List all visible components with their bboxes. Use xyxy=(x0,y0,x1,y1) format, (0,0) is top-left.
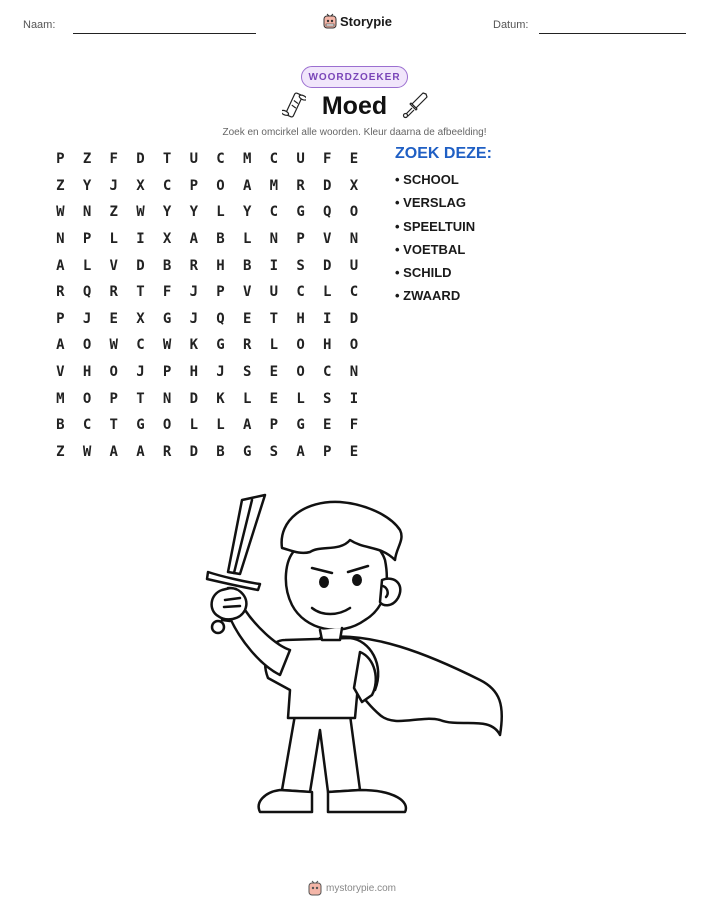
grid-letter[interactable]: A xyxy=(189,231,198,248)
grid-letter[interactable]: M xyxy=(269,177,279,194)
grid-letter[interactable]: X xyxy=(136,310,145,327)
grid-letter[interactable]: D xyxy=(323,257,332,274)
grid-letter[interactable]: G xyxy=(162,310,172,327)
grid-row xyxy=(47,279,367,306)
grid-letter[interactable]: O xyxy=(216,177,225,194)
grid-letter[interactable]: D xyxy=(323,177,332,194)
grid-letter[interactable]: B xyxy=(216,443,225,460)
grid-letter[interactable]: V xyxy=(109,257,118,274)
grid-letter[interactable]: X xyxy=(349,177,359,194)
grid-letter[interactable]: P xyxy=(162,364,172,381)
word-list-item: • ZWAARD xyxy=(395,288,461,304)
word-list-item: • SPEELTUIN xyxy=(395,218,476,234)
grid-letter[interactable]: D xyxy=(189,390,198,407)
grid-letter[interactable]: E xyxy=(349,151,359,168)
grid-letter[interactable]: G xyxy=(296,204,305,221)
grid-letter[interactable]: D xyxy=(136,151,145,168)
grid-letter[interactable]: J xyxy=(109,177,118,194)
grid-letter[interactable]: N xyxy=(56,231,65,248)
grid-letter[interactable]: S xyxy=(269,443,279,460)
instructions: Zoek en omcirkel alle woorden. Kleur daarna de afbeelding! xyxy=(222,127,487,138)
grid-row xyxy=(47,252,367,279)
word-list-item: • SCHOOL xyxy=(395,172,459,187)
grid-letter[interactable]: C xyxy=(82,417,92,434)
grid-letter[interactable]: Q xyxy=(82,284,92,301)
activity-badge: WOORDZOEKER xyxy=(301,66,408,88)
grid-letter[interactable]: I xyxy=(349,390,359,407)
grid-letter[interactable]: R xyxy=(242,337,252,354)
grid-letter[interactable]: C xyxy=(296,284,305,301)
grid-letter[interactable]: O xyxy=(162,417,172,434)
grid-letter[interactable]: P xyxy=(323,443,332,460)
grid-letter[interactable]: T xyxy=(109,417,118,434)
grid-letter[interactable]: N xyxy=(162,390,172,407)
grid-letter[interactable]: W xyxy=(136,204,145,221)
grid-letter[interactable]: L xyxy=(323,284,332,301)
grid-letter[interactable]: A xyxy=(56,257,65,274)
word-list-heading: ZOEK DEZE: xyxy=(395,145,492,162)
grid-letter[interactable]: A xyxy=(56,337,65,354)
grid-letter[interactable]: C xyxy=(136,337,145,354)
grid-letter[interactable]: V xyxy=(323,231,332,248)
grid-letter[interactable]: C xyxy=(323,364,332,381)
footer-url[interactable]: mystorypie.com xyxy=(326,882,397,894)
grid-letter[interactable]: D xyxy=(189,443,198,460)
grid-letter[interactable]: U xyxy=(296,151,305,168)
grid-letter[interactable]: Y xyxy=(242,204,252,221)
brand-logo xyxy=(323,13,392,29)
boy-with-sword-illustration xyxy=(200,490,510,820)
grid-letter[interactable]: O xyxy=(109,364,118,381)
grid-letter[interactable]: L xyxy=(242,231,252,248)
grid-letter[interactable]: A xyxy=(296,443,305,460)
grid-letter[interactable]: O xyxy=(296,364,305,381)
grid-letter[interactable]: P xyxy=(82,231,92,248)
grid-letter[interactable]: F xyxy=(323,151,332,168)
grid-letter[interactable]: Y xyxy=(82,177,92,194)
grid-letter[interactable]: D xyxy=(136,257,145,274)
grid-letter[interactable]: E xyxy=(269,364,279,381)
grid-letter[interactable]: L xyxy=(109,231,118,248)
grid-letter[interactable]: J xyxy=(189,310,198,327)
grid-letter[interactable]: W xyxy=(56,204,65,221)
grid-letter[interactable]: A xyxy=(242,417,252,434)
grid-letter[interactable]: V xyxy=(56,364,65,381)
grid-letter[interactable]: I xyxy=(269,257,279,274)
grid-letter[interactable]: G xyxy=(216,337,225,354)
word-search-grid xyxy=(47,146,367,465)
grid-letter[interactable]: N xyxy=(349,231,359,248)
grid-row xyxy=(47,199,367,226)
grid-row xyxy=(47,439,367,466)
page-title: Moed xyxy=(321,92,388,120)
grid-letter[interactable]: E xyxy=(109,310,118,327)
grid-letter[interactable]: K xyxy=(216,390,225,407)
grid-letter[interactable]: C xyxy=(162,177,172,194)
grid-letter[interactable]: R xyxy=(296,177,305,194)
grid-letter[interactable]: T xyxy=(136,284,145,301)
brand-name: Storypie xyxy=(340,13,393,29)
grid-letter[interactable]: O xyxy=(349,337,359,354)
grid-letter[interactable]: H xyxy=(82,364,92,381)
date-label: Datum: xyxy=(493,19,529,31)
grid-letter[interactable]: L xyxy=(296,390,305,407)
grid-letter[interactable]: X xyxy=(162,231,172,248)
grid-letter[interactable]: B xyxy=(56,417,65,434)
grid-row xyxy=(47,146,367,173)
grid-letter[interactable]: O xyxy=(296,337,305,354)
grid-letter[interactable]: E xyxy=(349,443,359,460)
word-list-item: • VOETBAL xyxy=(395,241,466,257)
grid-letter[interactable]: K xyxy=(189,337,198,354)
grid-letter[interactable]: H xyxy=(296,310,305,327)
grid-letter[interactable]: J xyxy=(136,364,145,381)
grid-row xyxy=(47,226,367,253)
word-list xyxy=(395,171,475,311)
grid-row xyxy=(47,359,367,386)
storypie-logo-icon xyxy=(323,13,337,29)
grid-letter[interactable]: H xyxy=(216,257,225,274)
grid-letter[interactable]: U xyxy=(189,151,198,168)
grid-letter[interactable]: M xyxy=(56,390,65,407)
storypie-logo-icon xyxy=(308,880,322,896)
grid-letter[interactable]: L xyxy=(82,257,92,274)
grid-row xyxy=(47,412,367,439)
grid-letter[interactable]: T xyxy=(162,151,172,168)
grid-letter[interactable]: B xyxy=(216,231,225,248)
grid-letter[interactable]: T xyxy=(269,310,279,327)
grid-row xyxy=(47,173,367,200)
grid-letter[interactable]: F xyxy=(349,417,359,434)
grid-letter[interactable]: L xyxy=(216,417,225,434)
grid-letter[interactable]: R xyxy=(56,284,65,301)
grid-letter[interactable]: F xyxy=(109,151,118,168)
grid-letter[interactable]: O xyxy=(82,337,92,354)
grid-letter[interactable]: B xyxy=(162,257,172,274)
grid-letter[interactable]: E xyxy=(323,417,332,434)
grid-letter[interactable]: Z xyxy=(56,177,65,194)
grid-letter[interactable]: Q xyxy=(323,204,332,221)
grid-letter[interactable]: J xyxy=(82,310,92,327)
grid-letter[interactable]: R xyxy=(109,284,118,301)
name-field xyxy=(23,19,55,31)
grid-letter[interactable]: P xyxy=(269,417,279,434)
word-list-item: • VERSLAG xyxy=(395,195,467,211)
grid-letter[interactable]: A xyxy=(136,443,145,460)
grid-letter[interactable]: N xyxy=(269,231,279,248)
grid-letter[interactable]: R xyxy=(189,257,198,274)
grid-letter[interactable]: L xyxy=(189,417,198,434)
date-line xyxy=(539,33,686,34)
word-list-item: • SCHILD xyxy=(395,265,452,281)
grid-letter[interactable]: P xyxy=(56,310,65,327)
grid-letter[interactable]: R xyxy=(162,443,172,460)
grid-letter[interactable]: G xyxy=(136,417,145,434)
grid-letter[interactable]: X xyxy=(136,177,145,194)
name-line xyxy=(73,33,256,34)
grid-letter[interactable]: Q xyxy=(216,310,225,327)
grid-letter[interactable]: P xyxy=(56,151,65,168)
grid-letter[interactable]: Z xyxy=(109,204,118,221)
grid-letter[interactable]: C xyxy=(216,151,225,168)
grid-letter[interactable]: N xyxy=(82,204,92,221)
grid-letter[interactable]: W xyxy=(162,337,172,354)
grid-letter[interactable]: N xyxy=(349,364,359,381)
grid-letter[interactable]: T xyxy=(136,390,145,407)
grid-letter[interactable]: V xyxy=(242,284,252,301)
grid-letter[interactable]: S xyxy=(242,364,252,381)
grid-letter[interactable]: P xyxy=(296,231,305,248)
date-field xyxy=(493,19,528,31)
grid-letter[interactable]: G xyxy=(242,443,252,460)
grid-letter[interactable]: Y xyxy=(189,204,198,221)
grid-letter[interactable]: C xyxy=(269,151,279,168)
grid-letter[interactable]: P xyxy=(109,390,118,407)
grid-letter[interactable]: M xyxy=(242,151,252,168)
grid-letter[interactable]: Y xyxy=(162,204,172,221)
grid-letter[interactable]: W xyxy=(82,443,92,460)
name-label: Naam: xyxy=(23,19,56,31)
grid-letter[interactable]: U xyxy=(269,284,279,301)
grid-letter[interactable]: Z xyxy=(82,151,92,168)
grid-letter[interactable]: G xyxy=(296,417,305,434)
grid-letter[interactable]: A xyxy=(242,177,252,194)
grid-letter[interactable]: L xyxy=(216,204,225,221)
grid-letter[interactable]: C xyxy=(349,284,359,301)
grid-letter[interactable]: W xyxy=(109,337,118,354)
grid-letter[interactable]: S xyxy=(296,257,305,274)
grid-row xyxy=(47,332,367,359)
grid-letter[interactable]: P xyxy=(189,177,198,194)
grid-letter[interactable]: I xyxy=(323,310,332,327)
grid-letter[interactable]: D xyxy=(349,310,359,327)
grid-letter[interactable]: H xyxy=(189,364,198,381)
grid-letter[interactable]: L xyxy=(242,390,252,407)
grid-letter[interactable]: U xyxy=(349,257,359,274)
grid-letter[interactable]: O xyxy=(82,390,92,407)
grid-row xyxy=(47,385,367,412)
grid-letter[interactable]: Z xyxy=(56,443,65,460)
grid-row xyxy=(47,306,367,333)
grid-letter[interactable]: P xyxy=(216,284,225,301)
grid-letter[interactable]: A xyxy=(109,443,118,460)
grid-letter[interactable]: J xyxy=(189,284,198,301)
grid-letter[interactable]: E xyxy=(269,390,279,407)
grid-letter[interactable]: B xyxy=(242,257,252,274)
grid-letter[interactable]: H xyxy=(323,337,332,354)
grid-letter[interactable]: S xyxy=(323,390,332,407)
footer xyxy=(308,880,396,896)
grid-letter[interactable]: C xyxy=(269,204,279,221)
grid-letter[interactable]: E xyxy=(242,310,252,327)
grid-letter[interactable]: I xyxy=(136,231,145,248)
grid-letter[interactable]: O xyxy=(349,204,359,221)
grid-letter[interactable]: L xyxy=(269,337,279,354)
grid-letter[interactable]: J xyxy=(216,364,225,381)
grid-letter[interactable]: F xyxy=(162,284,172,301)
sword-icon xyxy=(401,91,429,119)
